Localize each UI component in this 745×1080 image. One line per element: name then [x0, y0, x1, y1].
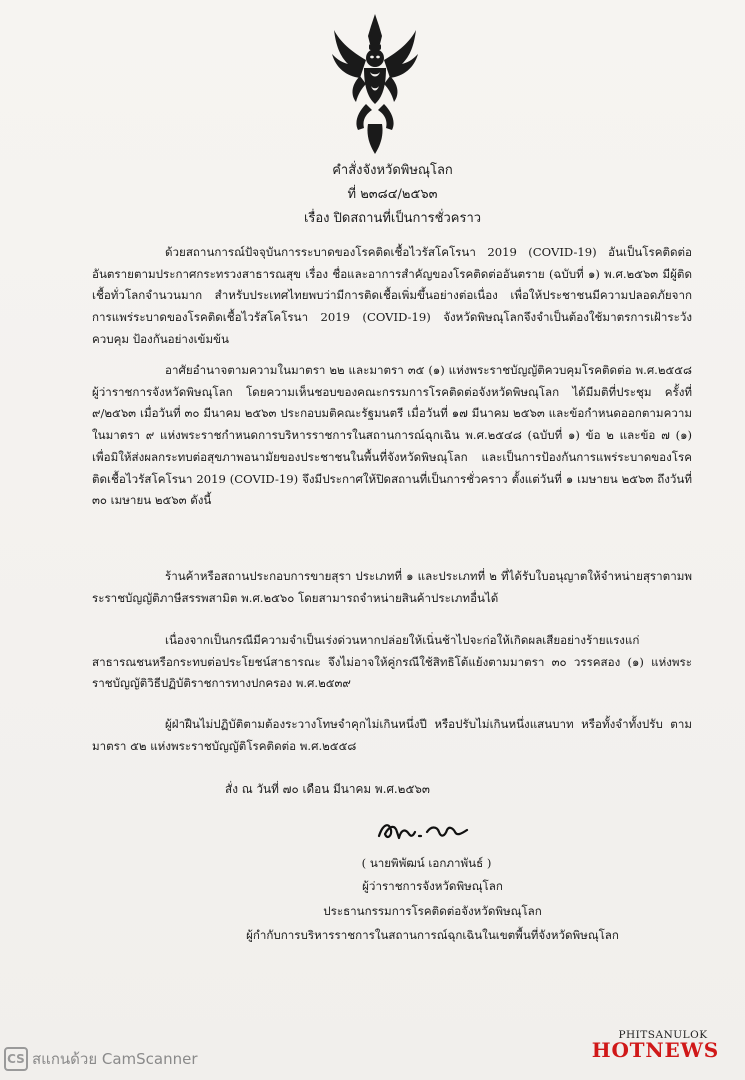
handwritten-signature — [375, 812, 470, 850]
signatory-role-committee-chair: ประธานกรรมการโรคติดต่อจังหวัดพิษณุโลก — [323, 904, 542, 918]
order-title: คำสั่งจังหวัดพิษณุโลก — [332, 163, 453, 178]
order-subject: เรื่อง ปิดสถานที่เป็นการชั่วคราว — [303, 211, 482, 226]
order-number: ที่ ๒๓๘๔/๒๕๖๓ — [347, 187, 438, 202]
paragraph-background: ด้วยสถานการณ์ปัจจุบันการระบาดของโรคติดเชื้อไวรัสโคโรนา 2019 (COVID-19) อันเป็นโรคติดต่ออันตรายตามประกาศกระทรวงสาธารณสุข เรื่อง ชื่อและอาการสำคัญของโรคติดต่ออันตราย (ฉบับที่ ๑) พ.ศ.๒๕๖๓ มีผู้ติดเชื้อทั่วโลกจำนวนมาก สำหรับประเทศไทยพบว่ามีการติดเชื้อเพิ่มขึ้นอย่างต่อเนื่อง เพื่อให้ประชาชนมีความปลอดภัยจากการแพร่ระบาดของโรคติดเชื้อไวรัสโคโรนา 2019 (COVID-19) จังหวัดพิษณุโลกจึงจำเป็นต้องใช้มาตรการเฝ้าระวัง ควบคุม ป้องกันอย่างเข้มข้น — [92, 245, 692, 346]
signatory-role-governor: ผู้ว่าราชการจังหวัดพิษณุโลก — [362, 879, 503, 893]
garuda-emblem — [330, 12, 420, 157]
signatory-name: ( นายพิพัฒน์ เอกภาพันธ์ ) — [361, 856, 492, 870]
brand-logo-text: HOTNEWS — [591, 1038, 719, 1062]
camscanner-text: สแกนด้วย CamScanner — [32, 1050, 198, 1068]
signed-date-line: สั่ง ณ วันที่ ๗๐ เดือน มีนาคม พ.ศ.๒๕๖๓ — [225, 782, 430, 796]
paragraph-liquor-shops: ร้านค้าหรือสถานประกอบการขายสุรา ประเภทที่ ๑ และประเภทที่ ๒ ที่ได้รับใบอนุญาตให้จำหน่ายสุราตามพระราชบัญญัติภาษีสรรพสามิต พ.ศ.๒๕๖๐ โดยสามารถจำหน่ายสินค้าประเภทอื่นได้ — [92, 569, 692, 605]
signatory-role-emergency: ผู้กำกับการบริหารราชการในสถานการณ์ฉุกเฉินในเขตพื้นที่จังหวัดพิษณุโลก — [246, 928, 619, 942]
paragraph-authority: อาศัยอำนาจตามความในมาตรา ๒๒ และมาตรา ๓๕ (๑) แห่งพระราชบัญญัติควบคุมโรคติดต่อ พ.ศ.๒๕๕๘ ผู้ว่าราชการจังหวัดพิษณุโลก โดยความเห็นชอบของคณะกรรมการโรคติดต่อจังหวัดพิษณุโลก ได้มีมติที่ประชุม ครั้งที่ ๙/๒๕๖๓ เมื่อวันที่ ๓๐ มีนาคม ๒๕๖๓ ประกอบมติคณะรัฐมนตรี เมื่อวันที่ ๑๗ มีนาคม ๒๕๖๓ และข้อกำหนดออกตามความในมาตรา ๙ แห่งพระราชกำหนดการบริหารราชการในสถานการณ์ฉุกเฉิน พ.ศ.๒๕๔๘ (ฉบับที่ ๑) ข้อ ๒ และข้อ ๗ (๑) เพื่อมิให้ส่งผลกระทบต่อสุขภาพอนามัยของประชาชนในพื้นที่จังหวัดพิษณุโลก และเป็นการป้องกันการแพร่ระบาดของโรคติดเชื้อไวรัสโคโรนา 2019 (COVID-19) จึงมีประกาศให้ปิดสถานที่เป็นการชั่วคราว ตั้งแต่วันที่ ๑ เมษายน ๒๕๖๓ ถึงวันที่ ๓๐ เมษายน ๒๕๖๓ ดังนี้ — [92, 363, 692, 508]
camscanner-logo: CS — [4, 1047, 28, 1071]
paragraph-urgency: เนื่องจากเป็นกรณีมีความจำเป็นเร่งด่วนหากปล่อยให้เนิ่นช้าไปจะก่อให้เกิดผลเสียอย่างร้ายแรงแก่สาธารณชนหรือกระทบต่อประโยชน์สาธารณะ จึงไม่อาจให้คู่กรณีใช้สิทธิโต้แย้งตามมาตรา ๓๐ วรรคสอง (๑) แห่งพระราชบัญญัติวิธีปฏิบัติราชการทางปกครอง พ.ศ.๒๕๓๙ — [92, 633, 692, 691]
camscanner-watermark — [4, 1044, 198, 1074]
brand-subtitle: PHITSANULOK — [618, 1029, 708, 1041]
paragraph-penalty: ผู้ฝ่าฝืนไม่ปฏิบัติตามต้องระวางโทษจำคุกไม่เกินหนึ่งปี หรือปรับไม่เกินหนึ่งแสนบาท หรือทั้งจำทั้งปรับ ตามมาตรา ๕๒ แห่งพระราชบัญญัติโรคติดต่อ พ.ศ.๒๕๕๘ — [92, 717, 692, 753]
